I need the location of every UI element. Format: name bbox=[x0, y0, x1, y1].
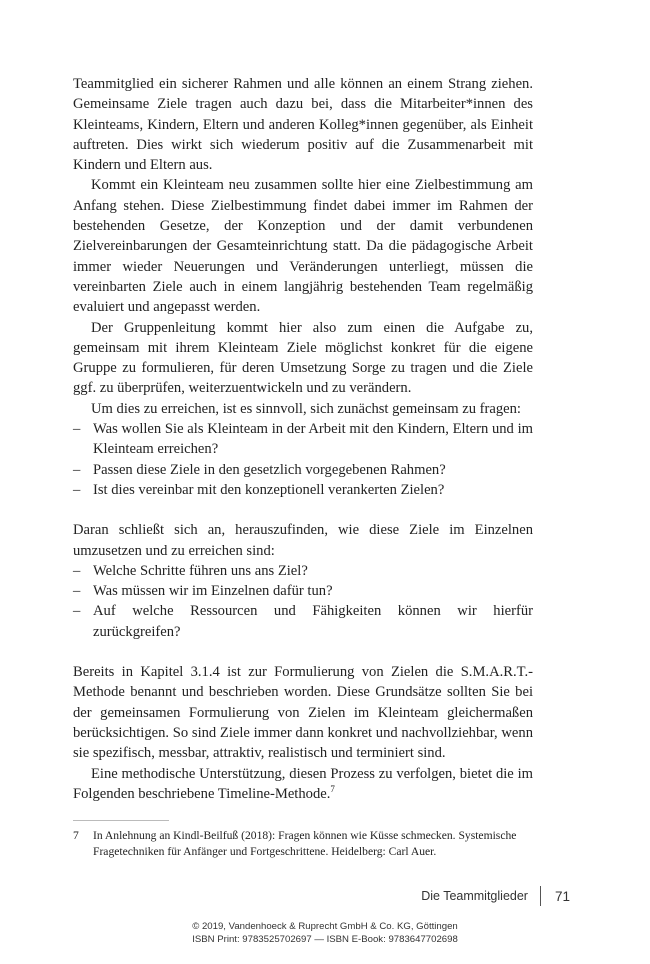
paragraph-7-text: Eine methodische Unterstützung, diesen Prozess zu verfolgen, bietet die im Folgenden beschriebene Timeline-Methode. bbox=[73, 765, 533, 802]
list-item: – Ist dies vereinbar mit den konzeptionell verankerten Zielen? bbox=[73, 480, 533, 500]
list-item: – Was müssen wir im Einzelnen dafür tun? bbox=[73, 581, 533, 601]
paragraph-5: Daran schließt sich an, herauszufinden, wie diese Ziele im Einzelnen umzusetzen und zu erreichen sind: bbox=[73, 522, 533, 559]
list-item: – Auf welche Ressourcen und Fähigkeiten können wir hierfür zurückgreifen? bbox=[73, 601, 533, 642]
paragraph-7 bbox=[73, 764, 533, 805]
footnote-reference: 7 bbox=[330, 783, 335, 794]
footer-divider bbox=[540, 886, 541, 906]
paragraph-2: Kommt ein Kleinteam neu zusammen sollte hier eine Zielbestimmung am Anfang stehen. Diese Zielbestimmung findet dabei immer im Rahmen der bestehenden Gesetze, der Konzeption und der damit verbundenen Zielvereinbarungen der Gesamteinrichtung statt. Da die pädagogische Arbeit immer wieder Neuerungen und Veränderungen unterliegt, müssen die vereinbarten Ziele auch in einem langjährig bestehenden Team regelmäßig evaluiert und angepasst werden. bbox=[73, 177, 533, 316]
footnote-text: In Anlehnung an Kindl-Beilfuß (2018): Fragen können wie Küsse schmecken. Systemische Fragetechniken für Anfänger und Fortgeschrittene. Heidelberg: Carl Auer. bbox=[93, 829, 517, 858]
running-footer bbox=[421, 886, 570, 906]
paragraph-6: Bereits in Kapitel 3.1.4 ist zur Formulierung von Zielen die S.M.A.R.T.-Methode benannt und beschrieben worden. Diese Grundsätze sollten Sie bei der gemeinsamen Formulierung von Zielen im Kleinteam gleichermaßen berücksichtigen. So sind Ziele immer dann konkret und nachvollziehbar, wenn sie spezifisch, messbar, attraktiv, realistisch und terminiert sind. bbox=[73, 664, 533, 762]
footnote bbox=[73, 828, 535, 860]
question-list-1 bbox=[73, 419, 533, 500]
paragraph-gap bbox=[73, 642, 533, 662]
imprint-copyright: © 2019, Vandenhoeck & Ruprecht GmbH & Co. KG, Göttingen bbox=[192, 921, 458, 932]
imprint bbox=[0, 920, 650, 946]
running-title: Die Teammitglieder bbox=[421, 889, 528, 903]
list-item: – Was wollen Sie als Kleinteam in der Arbeit mit den Kindern, Eltern und im Kleinteam erreichen? bbox=[73, 419, 533, 460]
paragraph-gap bbox=[73, 500, 533, 520]
paragraph-1: Teammitglied ein sicherer Rahmen und alle können an einem Strang ziehen. Gemeinsame Ziele tragen auch dazu bei, dass die Mitarbeiter*innen des Kleinteams, Kindern, Eltern und anderen Kolleg*innen gegenüber, als Einheit auftreten. Dies wirkt sich wiederum positiv auf die Zusammenarbeit mit Kindern und Eltern aus. bbox=[73, 76, 533, 174]
main-text bbox=[73, 74, 533, 804]
list-item: – Passen diese Ziele in den gesetzlich vorgegebenen Rahmen? bbox=[73, 460, 533, 480]
question-list-2 bbox=[73, 561, 533, 642]
imprint-isbn: ISBN Print: 9783525702697 — ISBN E-Book: 9783647702698 bbox=[192, 934, 458, 945]
paragraph-4: Um dies zu erreichen, ist es sinnvoll, sich zunächst gemeinsam zu fragen: bbox=[91, 400, 521, 417]
page-number: 71 bbox=[554, 888, 570, 904]
paragraph-3: Der Gruppenleitung kommt hier also zum einen die Aufgabe zu, gemeinsam mit ihrem Kleinteam Ziele möglichst konkret für die eigene Gruppe zu formulieren, für deren Umsetzung Sorge zu tragen und die Ziele ggf. zu überprüfen, weiterzuentwickeln und zu verändern. bbox=[73, 319, 533, 397]
list-item: – Welche Schritte führen uns ans Ziel? bbox=[73, 561, 533, 581]
footnote-separator bbox=[73, 820, 169, 821]
footnote-number: 7 bbox=[73, 829, 79, 842]
